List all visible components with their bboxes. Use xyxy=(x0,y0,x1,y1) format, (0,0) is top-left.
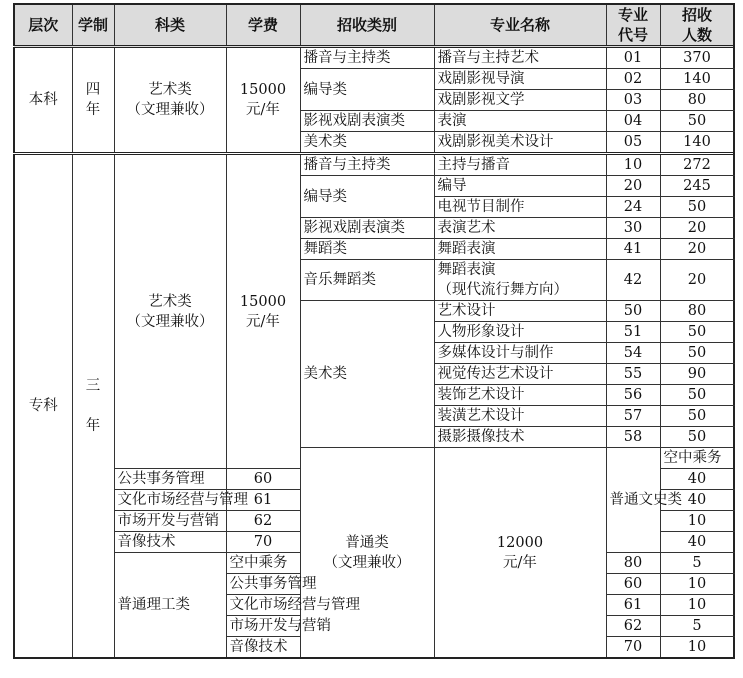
enroll-type-cell: 播音与主持类 xyxy=(300,47,434,69)
major-name-line1: 舞蹈表演 xyxy=(437,262,496,278)
major-name-cell: 艺术设计 xyxy=(434,301,606,322)
admissions-table-container xyxy=(13,3,735,659)
category-cell-junior-art xyxy=(114,154,226,469)
header-category: 科类 xyxy=(114,4,226,47)
enroll-type-cell: 影视戏剧表演类 xyxy=(300,111,434,132)
tuition-line2: 元/年 xyxy=(246,102,280,118)
code-cell: 62 xyxy=(226,511,300,532)
major-name-cell: 人物形象设计 xyxy=(434,322,606,343)
code-cell: 70 xyxy=(226,532,300,553)
enroll-type-cell: 舞蹈类 xyxy=(300,239,434,260)
code-cell: 42 xyxy=(606,260,660,301)
major-name-cell xyxy=(434,260,606,301)
count-cell: 80 xyxy=(660,301,734,322)
code-cell: 04 xyxy=(606,111,660,132)
count-cell: 272 xyxy=(660,154,734,176)
major-name-cell: 视觉传达艺术设计 xyxy=(434,364,606,385)
major-name-cell: 音像技术 xyxy=(226,637,300,659)
count-cell: 80 xyxy=(660,90,734,111)
major-name-cell: 市场开发与营销 xyxy=(114,511,226,532)
count-cell: 20 xyxy=(660,218,734,239)
header-count-line1: 招收 xyxy=(681,6,712,24)
category-line1: 艺术类 xyxy=(148,293,192,310)
code-cell: 56 xyxy=(606,385,660,406)
major-name-cell: 戏剧影视文学 xyxy=(434,90,606,111)
tuition-cell-junior-art xyxy=(226,154,300,469)
tuition-cell-junior-general xyxy=(434,448,606,659)
code-cell: 20 xyxy=(606,176,660,197)
count-cell: 20 xyxy=(660,239,734,260)
code-cell: 61 xyxy=(226,490,300,511)
major-name-cell: 文化市场经营与管理 xyxy=(226,595,300,616)
tuition-line1: 15000 xyxy=(239,293,287,310)
major-name-cell: 戏剧影视美术设计 xyxy=(434,132,606,154)
count-cell: 5 xyxy=(660,616,734,637)
count-cell: 90 xyxy=(660,364,734,385)
count-cell: 40 xyxy=(660,469,734,490)
major-name-cell: 装潢艺术设计 xyxy=(434,406,606,427)
level-cell-undergrad: 本科 xyxy=(14,47,72,154)
count-cell: 50 xyxy=(660,322,734,343)
major-name-cell: 播音与主持艺术 xyxy=(434,47,606,69)
count-cell: 245 xyxy=(660,176,734,197)
major-name-cell: 多媒体设计与制作 xyxy=(434,343,606,364)
tuition-line1: 15000 xyxy=(239,82,287,98)
header-tuition: 学费 xyxy=(226,4,300,47)
category-cell-undergrad xyxy=(114,47,226,154)
major-name-cell: 公共事务管理 xyxy=(226,574,300,595)
code-cell: 61 xyxy=(606,595,660,616)
count-cell: 50 xyxy=(660,197,734,218)
major-name-cell: 市场开发与营销 xyxy=(226,616,300,637)
code-cell: 50 xyxy=(606,301,660,322)
header-duration: 学制 xyxy=(72,4,114,47)
count-cell: 50 xyxy=(660,385,734,406)
table-row xyxy=(14,154,734,176)
duration-cell-junior xyxy=(72,154,114,659)
count-cell: 40 xyxy=(660,490,734,511)
count-cell: 50 xyxy=(660,406,734,427)
enroll-type-cell: 美术类 xyxy=(300,132,434,154)
category-line1: 普通类 xyxy=(345,534,389,551)
code-cell: 02 xyxy=(606,69,660,90)
header-row xyxy=(14,4,734,47)
table-row xyxy=(14,47,734,69)
admissions-table xyxy=(13,3,735,659)
major-name-cell: 表演 xyxy=(434,111,606,132)
major-name-cell: 主持与播音 xyxy=(434,154,606,176)
count-cell: 370 xyxy=(660,47,734,69)
major-name-cell: 公共事务管理 xyxy=(114,469,226,490)
count-cell: 10 xyxy=(660,574,734,595)
count-cell: 140 xyxy=(660,132,734,154)
count-cell: 5 xyxy=(660,553,734,574)
code-cell: 24 xyxy=(606,197,660,218)
major-name-cell: 装饰艺术设计 xyxy=(434,385,606,406)
code-cell: 01 xyxy=(606,47,660,69)
enroll-type-cell: 播音与主持类 xyxy=(300,154,434,176)
duration-line1: 三 xyxy=(85,378,101,394)
count-cell: 50 xyxy=(660,343,734,364)
enroll-type-cell: 编导类 xyxy=(300,176,434,218)
enroll-type-cell: 普通理工类 xyxy=(114,553,226,659)
major-name-cell: 编导 xyxy=(434,176,606,197)
code-cell: 60 xyxy=(226,469,300,490)
code-cell: 80 xyxy=(606,553,660,574)
duration-line2: 年 xyxy=(85,102,101,118)
header-level: 层次 xyxy=(14,4,72,47)
code-cell: 57 xyxy=(606,406,660,427)
count-cell: 20 xyxy=(660,260,734,301)
code-cell: 60 xyxy=(606,574,660,595)
tuition-line2: 元/年 xyxy=(246,313,280,330)
enroll-type-cell: 美术类 xyxy=(300,301,434,448)
major-name-cell: 空中乘务 xyxy=(660,448,734,469)
code-cell: 55 xyxy=(606,364,660,385)
duration-cell-undergrad xyxy=(72,47,114,154)
code-cell: 41 xyxy=(606,239,660,260)
level-cell-junior: 专科 xyxy=(14,154,72,659)
count-cell: 40 xyxy=(660,532,734,553)
category-line2: （文理兼收） xyxy=(126,102,214,118)
code-cell: 05 xyxy=(606,132,660,154)
code-cell: 30 xyxy=(606,218,660,239)
count-cell: 50 xyxy=(660,427,734,448)
header-enroll-type: 招收类别 xyxy=(300,4,434,47)
count-cell: 10 xyxy=(660,511,734,532)
major-name-cell: 戏剧影视导演 xyxy=(434,69,606,90)
major-name-cell: 文化市场经营与管理 xyxy=(114,490,226,511)
category-line1: 艺术类 xyxy=(148,82,192,98)
duration-line1: 四 xyxy=(85,82,101,98)
tuition-line1: 12000 xyxy=(496,534,544,551)
category-line2: （文理兼收） xyxy=(126,313,214,330)
header-count xyxy=(660,4,734,47)
code-cell: 58 xyxy=(606,427,660,448)
major-name-line2: （现代流行舞方向） xyxy=(437,282,568,298)
count-cell: 50 xyxy=(660,111,734,132)
category-line2: （文理兼收） xyxy=(323,554,411,571)
enroll-type-cell: 普通文史类 xyxy=(606,448,660,553)
code-cell: 10 xyxy=(606,154,660,176)
major-name-cell: 空中乘务 xyxy=(226,553,300,574)
enroll-type-cell: 影视戏剧表演类 xyxy=(300,218,434,239)
enroll-type-cell: 编导类 xyxy=(300,69,434,111)
major-name-cell: 电视节目制作 xyxy=(434,197,606,218)
count-cell: 10 xyxy=(660,595,734,616)
count-cell: 10 xyxy=(660,637,734,659)
header-code-line2: 代号 xyxy=(617,26,648,44)
header-code-line1: 专业 xyxy=(617,6,648,24)
code-cell: 54 xyxy=(606,343,660,364)
header-major-name: 专业名称 xyxy=(434,4,606,47)
code-cell: 03 xyxy=(606,90,660,111)
header-code xyxy=(606,4,660,47)
count-cell: 140 xyxy=(660,69,734,90)
major-name-cell: 表演艺术 xyxy=(434,218,606,239)
enroll-type-cell: 音乐舞蹈类 xyxy=(300,260,434,301)
duration-line2: 年 xyxy=(85,418,101,434)
tuition-cell-undergrad xyxy=(226,47,300,154)
code-cell: 62 xyxy=(606,616,660,637)
major-name-cell: 音像技术 xyxy=(114,532,226,553)
major-name-cell: 摄影摄像技术 xyxy=(434,427,606,448)
tuition-line2: 元/年 xyxy=(503,554,537,571)
major-name-cell: 舞蹈表演 xyxy=(434,239,606,260)
code-cell: 70 xyxy=(606,637,660,659)
header-count-line2: 人数 xyxy=(681,26,712,44)
code-cell: 51 xyxy=(606,322,660,343)
